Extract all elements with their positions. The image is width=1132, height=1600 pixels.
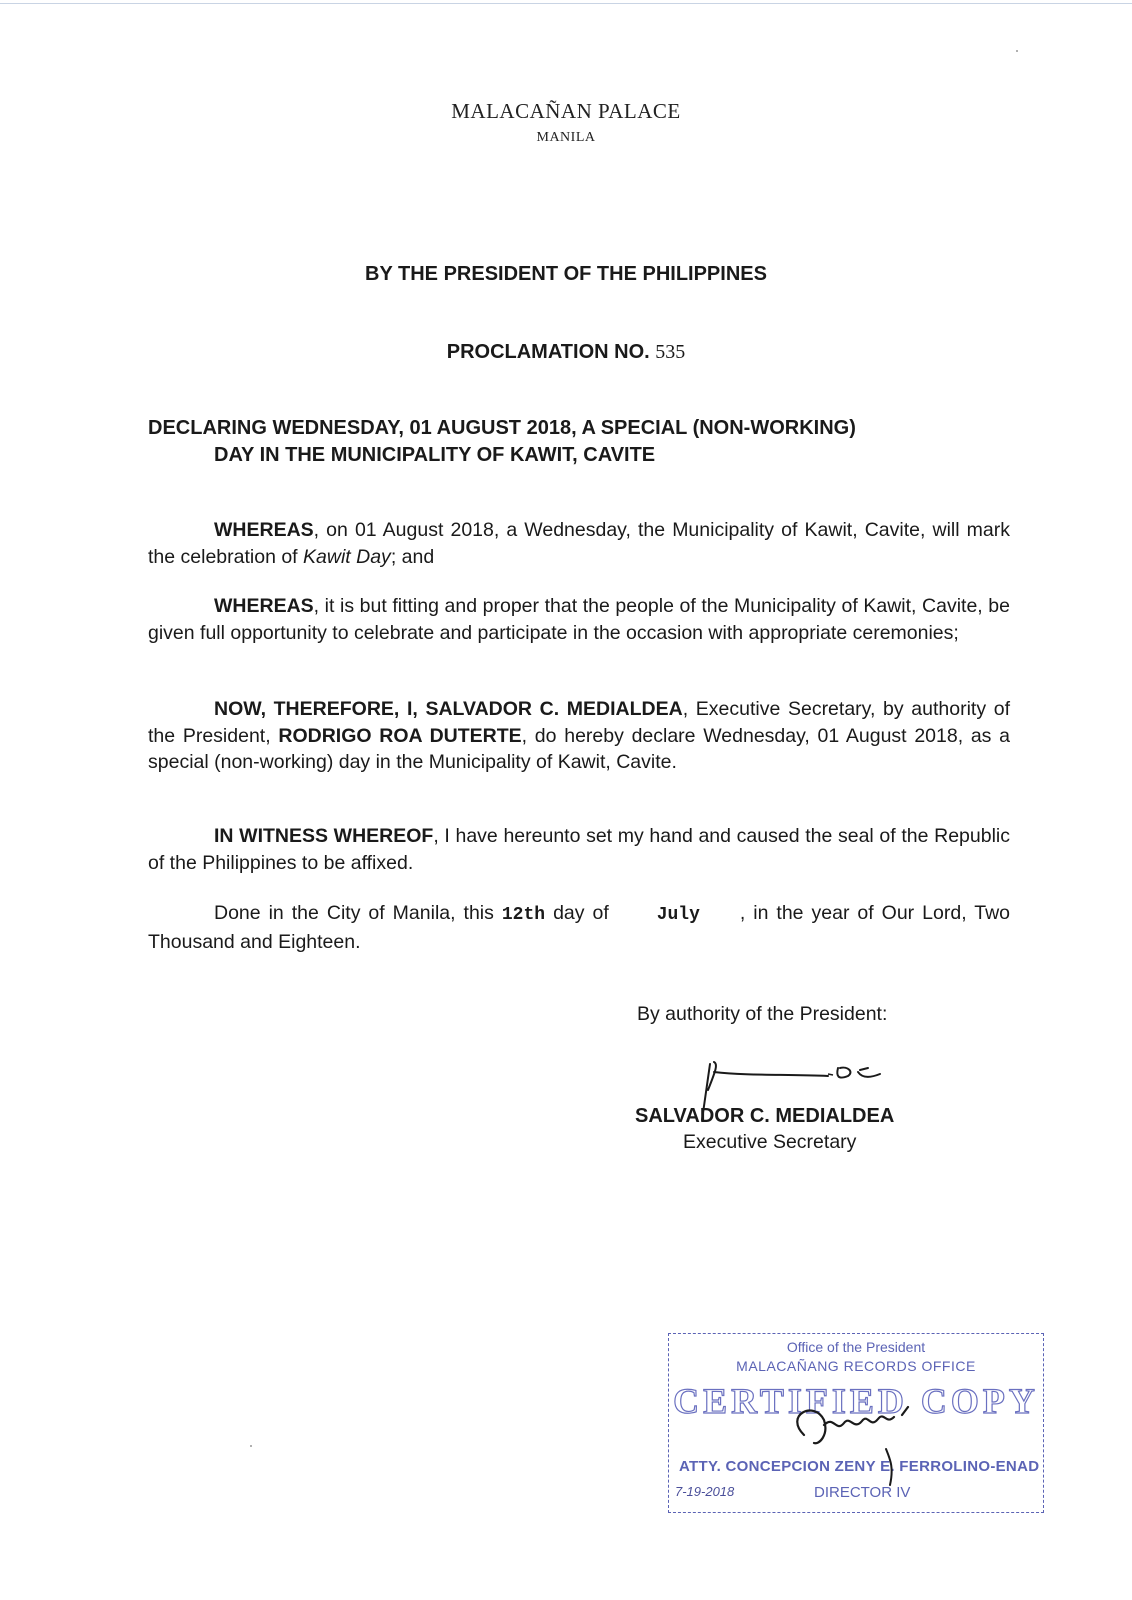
- stamp-records-office: MALACAÑANG RECORDS OFFICE: [736, 1358, 976, 1374]
- witness-lead: IN WITNESS WHEREOF: [214, 825, 434, 847]
- paragraph-text: , do hereby declare Wednesday, 01 August 2018, as a special (non-working) day in the Municipality of Kawit, Cavite.: [148, 724, 1010, 773]
- secretary-title: Executive Secretary: [683, 1131, 857, 1153]
- issuer-heading: BY THE PRESIDENT OF THE PHILIPPINES: [365, 263, 767, 285]
- proclamation-heading: [0, 341, 1132, 364]
- palace-heading: MALACAÑAN PALACE: [451, 99, 681, 123]
- scan-speck: [1016, 50, 1018, 52]
- president-name: RODRIGO ROA DUTERTE: [278, 724, 522, 747]
- paragraph-text: , Executive Secretary, by authority of the President,: [148, 698, 1010, 747]
- certifier-signature: [774, 1385, 954, 1495]
- stamp-handwritten-date: 7-19-2018: [675, 1484, 735, 1499]
- whereas-paragraph-1: [148, 517, 1010, 570]
- whereas-lead: WHEREAS: [214, 519, 314, 541]
- witness-paragraph: [148, 823, 1010, 876]
- whereas-paragraph-2: [148, 593, 1010, 646]
- proclamation-title: [148, 415, 1008, 469]
- title-line-2: DAY IN THE MUNICIPALITY OF KAWIT, CAVITE: [214, 444, 656, 466]
- stamp-certified-copy: CERTIFIED COPY: [673, 1381, 1039, 1421]
- city-subheading: MANILA: [536, 130, 596, 145]
- paragraph-text: Done in the City of Manila, this: [214, 902, 502, 924]
- stamp-office: Office of the President: [786, 1339, 926, 1355]
- paragraph-text: , on 01 August 2018, a Wednesday, the Municipality of Kawit, Cavite, will mark the celebration of: [148, 519, 1010, 568]
- title-line-1: DECLARING WEDNESDAY, 01 AUGUST 2018, A SPECIAL (NON-WORKING): [148, 417, 856, 439]
- now-therefore-lead: NOW, THEREFORE, I, SALVADOR C. MEDIALDEA: [214, 698, 683, 720]
- paragraph-text: , in the year of Our Lord, Two Thousand and Eighteen.: [148, 902, 1011, 953]
- whereas-lead: WHEREAS: [214, 595, 314, 617]
- by-authority-line: By authority of the President:: [637, 1003, 888, 1025]
- scan-edge-line: [0, 3, 1132, 4]
- paragraph-text: , I have hereunto set my hand and caused the seal of the Republic of the Philippines to be affixed.: [148, 825, 1010, 874]
- now-therefore-paragraph: [148, 696, 1010, 776]
- secretary-name: SALVADOR C. MEDIALDEA: [635, 1105, 895, 1127]
- paragraph-text: day of: [545, 902, 617, 924]
- stamp-attorney: ATTY. CONCEPCION ZENY E. FERROLINO-ENAD: [679, 1458, 1040, 1475]
- paragraph-text: , it is but fitting and proper that the people of the Municipality of Kawit, Cavite, be given full opportunity to celebrate and participate in the occasion with appropriate ceremonies;: [148, 595, 1010, 644]
- day-filled: 12th: [501, 905, 546, 925]
- paragraph-text: ; and: [390, 545, 435, 568]
- month-filled: July: [656, 905, 700, 925]
- scan-speck: [250, 1445, 252, 1447]
- proclamation-number: 535: [655, 341, 686, 363]
- stamp-director: DIRECTOR IV: [814, 1484, 911, 1501]
- done-paragraph: [148, 900, 1010, 955]
- kawit-day-italic: Kawit Day: [303, 545, 391, 568]
- proclamation-label: PROCLAMATION NO.: [446, 341, 650, 363]
